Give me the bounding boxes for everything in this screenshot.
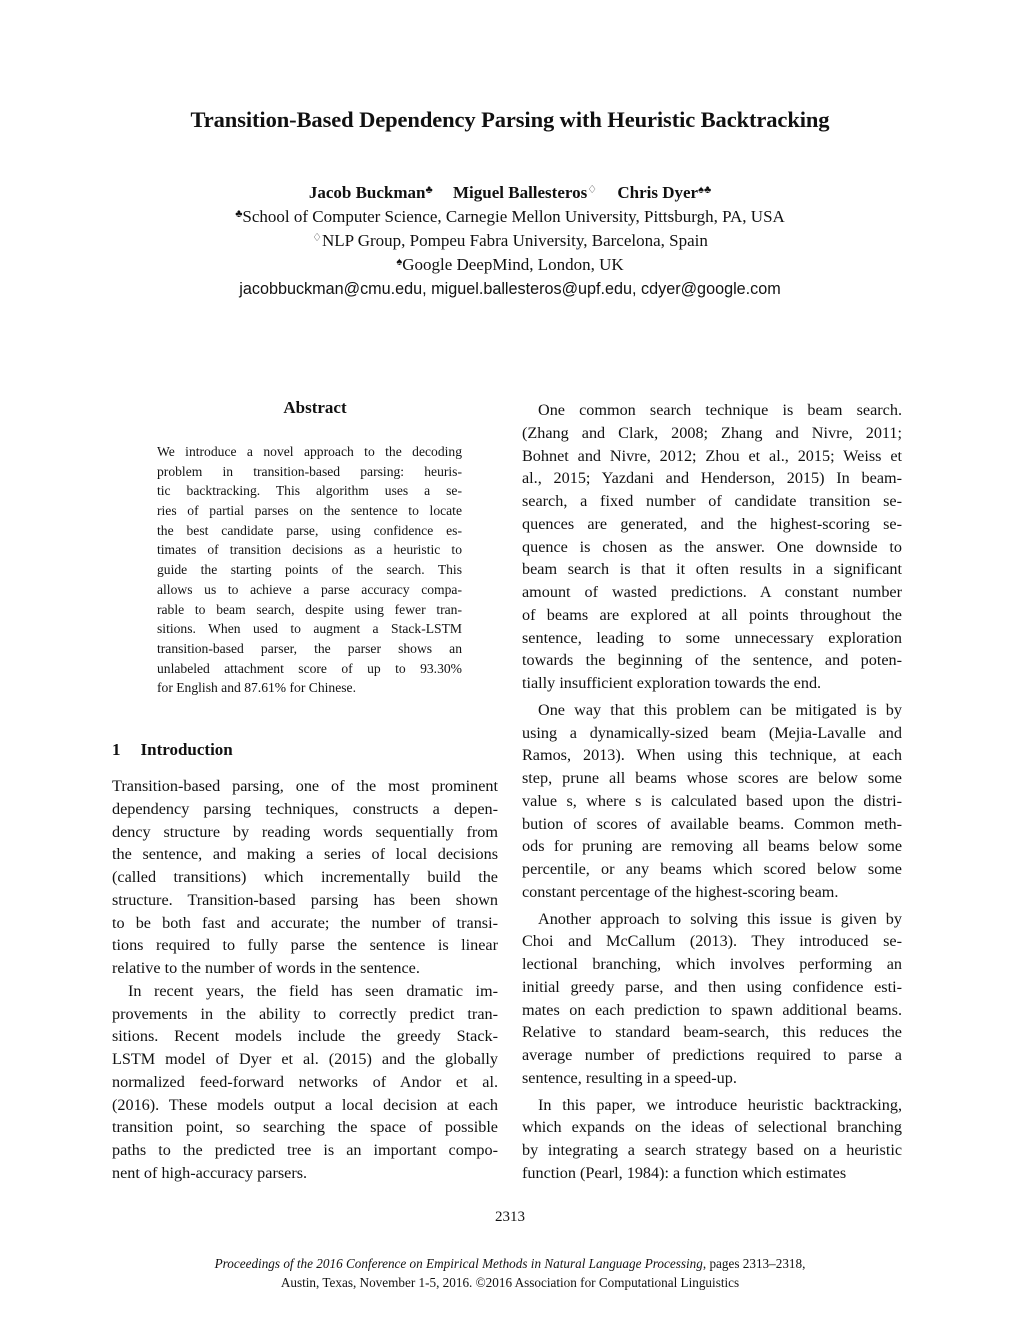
text-line: to be both fast and accurate; the number of transi- [112,913,498,932]
affiliation-text: NLP Group, Pompeu Fabra University, Barcelona, Spain [321,231,708,250]
affiliation-text: School of Computer Science, Carnegie Mellon University, Pittsburgh, PA, USA [242,207,785,226]
text-line: initial greedy parse, and then using confidence esti- [522,977,902,996]
text-line: Choi and McCallum (2013). They introduced se- [522,932,902,951]
footer-citation [0,1254,1020,1292]
abstract-heading: Abstract [283,398,347,417]
text-line: al., 2015; Yazdani and Henderson, 2015) In beam- [522,469,902,488]
affiliation [0,207,1020,227]
author [453,183,597,202]
text-line: relative to the number of words in the sentence. [112,959,420,977]
footer-line-1 [0,1254,1020,1273]
text-line: ods for pruning are removing all beams below some [522,837,902,856]
paragraph [112,980,498,1185]
text-line: which expands on the ideas of selectional branching [522,1118,902,1137]
text-line: tially insufficient exploration towards the end. [522,674,822,692]
section-number: 1 [112,740,121,759]
text-line: dency structure by reading words sequentially from [112,822,498,841]
text-line: dependency parsing techniques, constructs a depen- [112,799,498,818]
text-line: Transition-based parsing, one of the most prominent [112,777,498,795]
text-line: percentile, or any beams which scored below some [522,860,902,878]
text-line: the sentence, and making a series of local decisions [112,845,498,864]
text-line: paths to the predicted tree is an important compo- [112,1141,498,1159]
spade-club-icon: ♠♣ [698,184,712,196]
footer-line-2: Austin, Texas, November 1-5, 2016. ©2016 Association for Computational Linguistics [280,1275,740,1290]
text-line: by integrating a search strategy based on a heuristic [522,1141,902,1159]
text-line: sentence, leading to some unnecessary exploration [522,628,902,647]
paragraph [522,399,902,695]
text-line: lectional branching, which involves performing an [522,955,902,973]
text-line: search, a fixed number of candidate transition se- [522,492,902,510]
paragraph [522,908,902,1090]
author-name: Jacob Buckman [308,183,426,202]
author-emails: jacobbuckman@cmu.edu, miguel.ballesteros@upf.edu, cdyer@google.com [239,280,781,298]
text-line: rable to beam search, despite using fewer tran- [157,601,462,617]
paragraph [112,775,498,980]
text-line: We introduce a novel approach to the decoding [157,444,462,459]
text-line: average number of predictions required to parse a [522,1046,902,1064]
text-line: beam search is that it often results in a significant [522,560,902,579]
text-line: function (Pearl, 1984): a function which estimates [522,1163,847,1182]
text-line: sitions. When used to augment a Stack-LSTM [157,621,462,637]
paragraph [522,699,902,904]
text-line: for English and 87.61% for Chinese. [157,680,356,696]
text-line: In recent years, the field has seen dramatic im- [128,981,498,1000]
author-name: Miguel Ballesteros [452,183,588,202]
text-line: One common search technique is beam search. [538,401,902,419]
text-line: quences are generated, and the highest-scoring se- [522,514,902,533]
text-line: unlabeled attachment score of up to 93.30% [157,660,462,676]
text-line: tions required to fully parse the sentence is linear [112,936,498,955]
club-icon: ♣ [235,208,243,220]
text-line: (Zhang and Clark, 2008; Zhang and Nivre, 2011; [522,423,902,442]
text-line: LSTM model of Dyer et al. (2015) and the globally [112,1050,498,1068]
club-icon: ♣ [425,184,433,196]
spade-icon: ♠ [396,256,403,268]
text-line: allows us to achieve a parse accuracy compa- [157,581,462,597]
section-title: Introduction [140,740,233,759]
text-line: nent of high-accuracy parsers. [112,1163,308,1182]
affiliation-text: Google DeepMind, London, UK [402,255,624,274]
text-line: provements in the ability to correctly predict tran- [112,1004,498,1023]
section-heading [112,740,233,760]
text-line: the best candidate parse, using confidence es- [157,522,462,538]
text-line: Ramos, 2013). When using this technique, at each [522,746,902,765]
text-line: value s, where s is calculated based upon the distri- [522,791,902,810]
text-line: In this paper, we introduce heuristic backtracking, [538,1095,902,1114]
diamond-icon: ♢ [587,184,598,196]
author-name: Chris Dyer [617,183,699,202]
text-line: using a dynamically-sized beam (Mejia-Lavalle and [522,723,902,742]
text-line: sentence, resulting in a speed-up. [522,1068,737,1087]
text-line: step, prune all beams whose scores are below some [522,769,902,787]
text-line: tic backtracking. This algorithm uses a se- [157,483,462,499]
author [309,183,433,202]
diamond-icon: ♢ [312,232,322,244]
text-line: constant percentage of the highest-scoring beam. [522,882,839,901]
text-line: bution of scores of available beams. Common meth- [522,814,902,833]
text-line: One way that this problem can be mitigated is by [538,700,902,719]
paragraph [157,442,462,698]
abstract-body [157,442,462,698]
paragraph [522,1094,902,1185]
text-line: structure. Transition-based parsing has been shown [112,890,498,909]
text-line: mates on each prediction to spawn additional beams. [522,1000,902,1019]
text-line: (2016). These models output a local decision at each [112,1095,498,1114]
paper-title: Transition-Based Dependency Parsing with Heuristic Backtracking [190,107,830,132]
author [617,183,711,202]
text-line: amount of wasted predictions. A constant number [522,583,902,601]
text-line: transition-based parser, the parser shows an [157,640,462,656]
left-column-body [112,775,498,1185]
right-column-body [522,399,902,1185]
venue-name: Proceedings of the 2016 Conference on Empirical Methods in Natural Language Processing [214,1256,703,1271]
text-line: guide the starting points of the search. This [157,562,462,578]
text-line: Relative to standard beam-search, this reduces the [522,1023,902,1042]
text-line: quence is chosen as the answer. One downside to [522,537,902,556]
text-line: towards the beginning of the sentence, and poten- [522,651,902,670]
text-line: problem in transition-based parsing: heuris- [157,463,462,479]
page-number: 2313 [495,1209,525,1225]
affiliation [0,231,1020,251]
text-line: of beams are explored at all points throughout the [522,605,902,624]
text-line: ries of partial parses on the sentence to locate [157,503,462,519]
text-line: (called transitions) which incrementally build the [112,868,498,886]
author-list [0,183,1020,203]
text-line: transition point, so searching the space of possible [112,1118,498,1137]
text-line: Bohnet and Nivre, 2012; Zhou et al., 2015; Weiss et [522,446,902,465]
text-line: normalized feed-forward networks of Andor et al. [112,1072,498,1091]
text-line: sitions. Recent models include the greedy Stack- [112,1027,498,1046]
page-range: , pages 2313–2318, [702,1256,806,1271]
affiliation [0,255,1020,275]
text-line: timates of transition decisions as a heuristic to [157,542,462,558]
text-line: Another approach to solving this issue is given by [538,909,902,928]
